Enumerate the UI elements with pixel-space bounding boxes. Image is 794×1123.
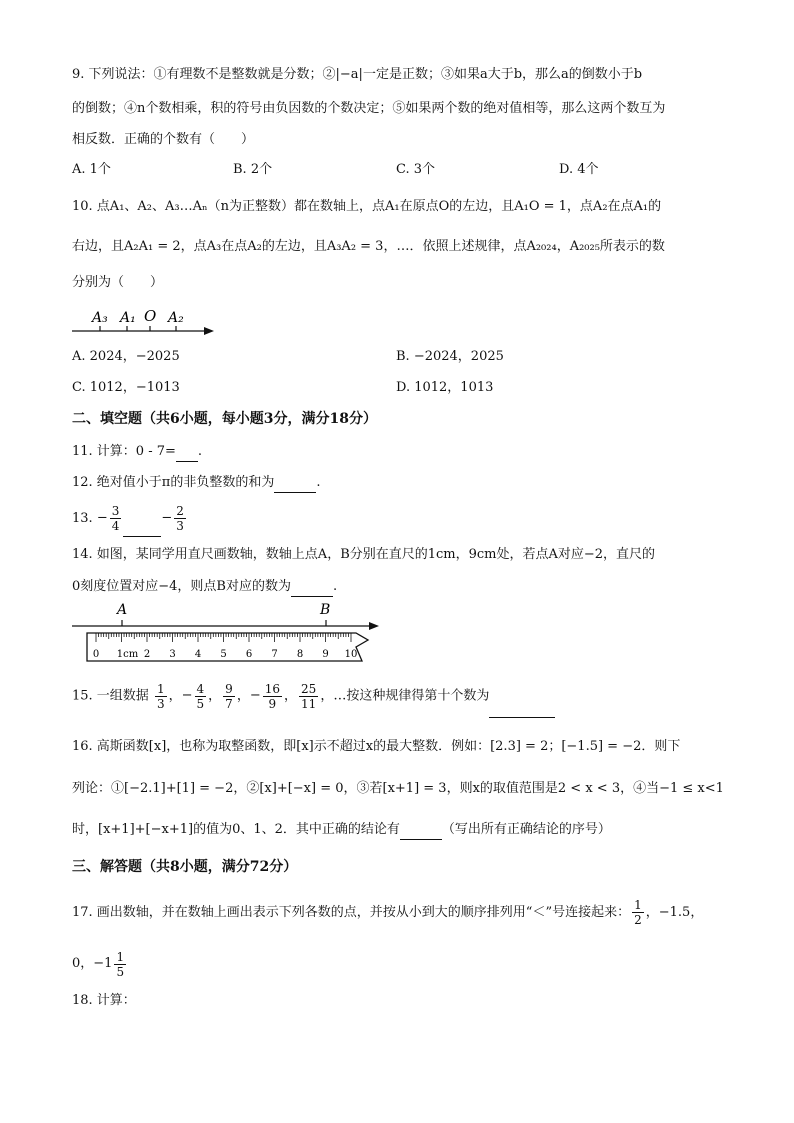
q14-line1: 14. 如图，某同学用直尺画数轴，数轴上点A，B分别在直尺的1cm，9cm处，若点A对应−2，直尺的 (72, 547, 656, 562)
q14-ruler-figure (70, 600, 382, 666)
q15-term-2-denominator: 5 (196, 696, 205, 711)
q9-option-d: D. 4个 (559, 162, 599, 177)
q15-term-3 (223, 682, 235, 711)
q10-option-c: C. 1012，−1013 (72, 380, 180, 395)
q13-line (72, 500, 188, 537)
q15-answer-blank (489, 677, 555, 718)
q16-line3: 时，[x+1]+[−x+1]的值为0、1、2．其中正确的结论有 (72, 822, 400, 837)
q17-fraction-denominator: 2 (634, 913, 642, 927)
q9-option-c: C. 3个 (396, 162, 436, 177)
q15-term-4-denominator: 9 (268, 696, 277, 711)
q17-mixed-fraction (114, 950, 126, 979)
q14-line2-container (72, 578, 337, 597)
q15-term-5 (299, 682, 318, 711)
q9-line2: 的倒数；④n个数相乘，积的符号由负因数的个数决定；⑤如果两个数的绝对值相等，那么这两个数互为 (72, 101, 666, 116)
q15-term-2-sign: − (181, 688, 193, 703)
q14-label-b: B (320, 602, 331, 618)
q17-line2: 0，−1 (72, 956, 113, 971)
q14-ruler-mark-label: 8 (296, 649, 304, 660)
q14-line2: 0刻度位置对应−4，则点B对应的数为 (72, 579, 291, 594)
q10-axis-arrow (204, 327, 214, 335)
q12-line (72, 474, 321, 493)
q16-line3-container (72, 821, 611, 840)
q15-term-3-numerator: 9 (225, 681, 233, 696)
q14-ruler-ticks (96, 633, 351, 642)
q10-line3: 分别为（ ） (72, 275, 164, 290)
q14-ruler-mark-label: 1cm (116, 649, 139, 660)
q18-line: 18. 计算： (72, 993, 136, 1008)
q10-number-line-figure (70, 302, 220, 342)
q13-fraction-1-numerator: 3 (111, 504, 120, 518)
q10-line2: 右边，且A₂A₁ = 2，点A₃在点A₂的左边，且A₃A₂ = 3，…．依照上述规律，点A₂₀₂₄，A₂₀₂₅所表示的数 (72, 239, 665, 254)
q17-line1-container (72, 895, 703, 931)
q11-end: . (197, 444, 203, 459)
q16-line2: 列论：①[−2.1]+[1] = −2，②[x]+[−x] = 0，③若[x+1] = 3，则x的取值范围是2 < x < 3，④当−1 ≤ x<1 (72, 781, 724, 796)
q17-mixed-denominator: 5 (116, 964, 125, 979)
q13-sign-1: − (96, 510, 108, 526)
q9-line1: 9. 下列说法：①有理数不是整数就是分数；②|−a|一定是正数；③如果a大于b，那么a的倒数小于b (72, 67, 643, 82)
q14-ruler-mark-label: 4 (194, 649, 202, 660)
section-2-heading: 二、填空题（共6小题，每小题3分，满分18分） (72, 411, 377, 427)
q15-term-4-sign: − (249, 688, 261, 703)
q9-line3: 相反数．正确的个数有（ ） (72, 132, 255, 147)
q13-fraction-2-denominator: 3 (176, 519, 184, 533)
q16-line1: 16. 高斯函数[x]，也称为取整函数，即[x]示不超过x的最大整数．例如：[2.3] = 2；[−1.5] = −2．则下 (72, 739, 681, 754)
q10-label-a1: A₁ (120, 310, 136, 326)
q11-text: 11. 计算：0 - 7= (72, 444, 176, 459)
q14-end: . (333, 579, 338, 594)
q17-fraction (632, 898, 644, 927)
q15-line: 15. 一组数据 $\frac{1}{3}$ ，− $\frac{4}{5}$ ， $\frac{9}{7}$ ，− $\frac{16}{9}$ ， $\frac{25}{11}$ ，…按这种规律得第十个数为 (72, 676, 555, 718)
q9-option-a: A. 1个 (72, 162, 111, 177)
q10-label-a3: A₃ (92, 310, 108, 326)
section-3-heading: 三、解答题（共8小题，满分72分） (72, 859, 298, 875)
q12-answer-blank (274, 474, 316, 493)
q12-end: . (316, 475, 321, 490)
q15-term-4 (263, 682, 282, 711)
q10-option-b: B. −2024，2025 (396, 349, 504, 364)
q13-fraction-1 (110, 504, 122, 533)
q15-lead: 15. 一组数据 (72, 688, 149, 704)
q14-ruler-mark-label: 3 (169, 649, 176, 660)
q17-after: ，−1.5， (645, 905, 704, 920)
q14-answer-blank (291, 578, 333, 597)
q9-option-b: B. 2个 (233, 162, 273, 177)
q16-line3-end: （写出所有正确结论的序号） (441, 822, 611, 837)
q15-term-1-numerator: 1 (156, 681, 165, 696)
q15-term-3-denominator: 7 (225, 696, 233, 711)
q15-term-2 (195, 682, 207, 711)
q14-ruler-mark-label: 2 (143, 649, 151, 660)
q15-term-5-numerator: 25 (301, 681, 317, 696)
q14-ruler-mark-label: 6 (245, 649, 253, 660)
q11-line (72, 443, 202, 462)
q10-label-a2: A₂ (168, 310, 184, 326)
q13-sign-2: − (161, 510, 173, 526)
q15-term-4-numerator: 16 (264, 681, 281, 696)
q13-fraction-2-numerator: 2 (176, 504, 184, 518)
q12-text: 12. 绝对值小于π的非负整数的和为 (72, 475, 275, 490)
q15-term-2-numerator: 4 (196, 681, 205, 696)
q15-term-1 (153, 681, 169, 711)
q10-option-d: D. 1012，1013 (396, 380, 494, 395)
q14-ruler-mark-label: 10 (344, 649, 358, 660)
q17-fraction-numerator: 1 (634, 898, 642, 912)
q13-number: 13. (72, 511, 93, 526)
q17-line2-container (72, 946, 128, 983)
q13-fraction-1-denominator: 4 (111, 519, 120, 533)
q17-mixed-numerator: 1 (116, 949, 125, 964)
q14-ruler-labels (93, 649, 358, 660)
q15-tail: ，…按这种规律得第十个数为 (320, 688, 490, 704)
q11-answer-blank (176, 443, 198, 462)
q10-option-a: A. 2024，−2025 (72, 349, 180, 364)
q14-ruler-mark-label: 5 (220, 649, 227, 660)
q13-fraction-2 (174, 504, 186, 533)
q10-label-origin: O (144, 307, 157, 325)
q10-line1: 10. 点A₁、A₂、A₃…Aₙ（n为正整数）都在数轴上，点A₁在原点O的左边，且A₁O = 1，点A₂在点A₁的 (72, 199, 662, 214)
q14-ruler-mark-label: 9 (322, 649, 329, 660)
q14-axis-arrow (369, 622, 379, 630)
q15-term-1-denominator: 3 (156, 696, 165, 711)
q13-answer-blank (123, 500, 161, 537)
q16-answer-blank (400, 821, 442, 840)
q14-ruler-mark-label: 7 (271, 649, 278, 660)
q14-label-a: A (117, 602, 128, 618)
q14-ruler-mark-label: 0 (92, 649, 100, 660)
q17-line1: 17. 画出数轴，并在数轴上画出表示下列各数的点，并按从小到大的顺序排列用“＜”号连接起来： (72, 905, 631, 920)
q15-term-5-denominator: 11 (301, 696, 317, 711)
